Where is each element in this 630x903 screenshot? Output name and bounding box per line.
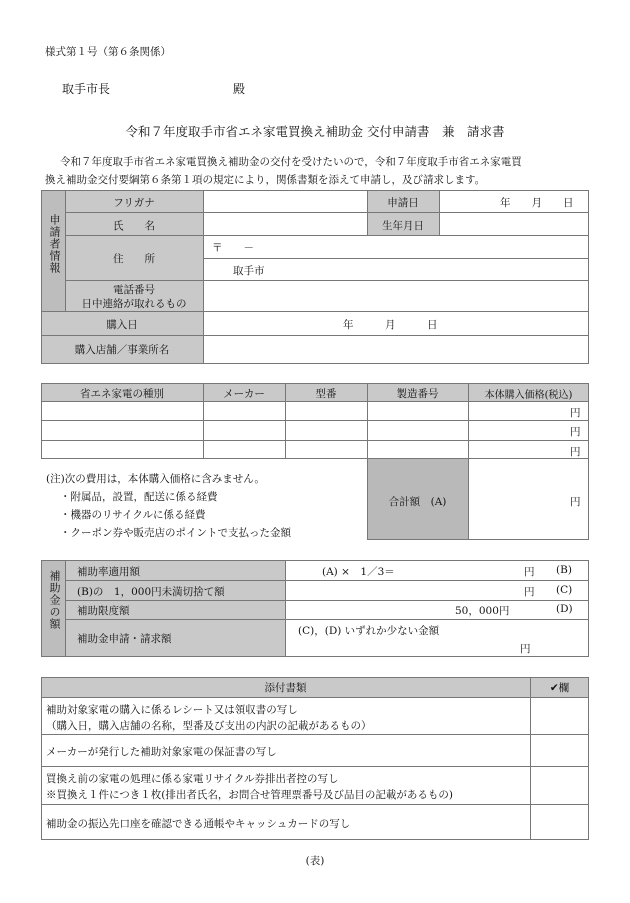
- col-header-maker: メーカー: [223, 388, 265, 400]
- row-limit-label: 補助限度額: [77, 605, 130, 617]
- row-rate-yen: 円: [524, 566, 535, 578]
- intro-line-2: 換え補助金交付要綱第６条第１項の規定により，関係書類を添えて申請し，及び請求します。: [45, 174, 486, 186]
- note-item-2: ・機器のリサイクルに係る経費: [60, 509, 206, 521]
- row-limit-tag: (D): [556, 603, 573, 615]
- row-rate-label: 補助率適用額: [77, 566, 140, 578]
- check-box-1[interactable]: [531, 698, 588, 733]
- applicant-section-label: 申請者情報: [48, 214, 61, 274]
- row-rounded-tag: (C): [556, 584, 573, 596]
- col-header-serial: 製造番号: [396, 388, 439, 400]
- check-box-4[interactable]: [531, 805, 588, 839]
- note-item-3: ・クーポン券や販売店のポイントで支払った金額: [60, 527, 291, 539]
- addressee-name: 取手市長: [62, 82, 111, 96]
- city-field[interactable]: 取手市: [233, 265, 265, 277]
- price-yen-2: 円: [570, 426, 581, 438]
- note-item-1: ・附属品，設置，配送に係る経費: [60, 491, 218, 503]
- attachment-3-line-2: ※買換え１件につき１枚(排出者氏名，お問合せ管理票番号及び品目の記載があるもの): [46, 789, 453, 801]
- label-address: 住 所: [113, 253, 155, 265]
- check-box-2[interactable]: [531, 735, 588, 765]
- intro-line-1: 令和７年度取手市省エネ家電買換え補助金の交付を受けたいので，令和７年度取手市省エネ家電買: [60, 156, 522, 168]
- label-name: 氏 名: [113, 220, 155, 232]
- price-yen-1: 円: [570, 407, 581, 419]
- price-yen-3: 円: [570, 446, 581, 458]
- page-side-label: (表): [305, 855, 325, 867]
- addressee-honorific: 殿: [233, 82, 246, 96]
- apply-date-field[interactable]: 年 月 日: [500, 197, 574, 209]
- label-phone: 電話番号: [113, 284, 155, 296]
- note-heading: (注)次の費用は，本体購入価格に含みません。: [46, 473, 265, 485]
- postal-code-field[interactable]: 〒 －: [212, 242, 254, 254]
- row-request-note: (C)，(D) いずれか少ない金額: [298, 625, 440, 637]
- label-store: 購入店舗／事業所名: [74, 344, 170, 356]
- label-apply-date: 申請日: [387, 197, 419, 209]
- label-birth-date: 生年月日: [382, 220, 424, 232]
- page-title: 令和７年度取手市省エネ家電買換え補助金 交付申請書 兼 請求書: [125, 124, 505, 139]
- attachment-1-line-2: （購入日，購入店舗の名称，型番及び支出の内訳の記載があるもの）: [46, 720, 372, 732]
- form-number: 様式第１号（第６条関係）: [45, 46, 171, 58]
- attachments-header: 添付書類: [264, 682, 307, 694]
- total-yen: 円: [570, 496, 581, 508]
- total-label: 合計額 (A): [388, 496, 447, 508]
- row-request-yen: 円: [520, 643, 531, 655]
- label-purchase-date: 購入日: [106, 319, 138, 331]
- col-header-type: 省エネ家電の種別: [80, 388, 164, 400]
- purchase-date-field[interactable]: 年 月 日: [343, 319, 438, 331]
- row-rounded-yen: 円: [524, 586, 535, 598]
- label-furigana: フリガナ: [113, 197, 155, 209]
- subsidy-section-label: 補助金の額: [48, 570, 61, 630]
- row-rate-tag: (B): [556, 564, 572, 576]
- attachment-2-line-1: メーカーが発行した補助対象家電の保証書の写し: [46, 746, 277, 758]
- row-rate-formula: (A) × 1／3＝: [322, 566, 395, 578]
- label-phone-note: 日中連絡が取れるもの: [81, 298, 187, 310]
- attachment-3-line-1: 買換え前の家電の処理に係る家電リサイクル券排出者控の写し: [46, 773, 339, 785]
- row-rounded-label: (B)の 1，000円未満切捨て額: [77, 586, 225, 598]
- col-header-price: 本体購入価格(税込): [484, 390, 573, 401]
- row-limit-amount: 50，000円: [455, 605, 510, 617]
- check-column-header: ✔欄: [549, 682, 570, 694]
- attachment-1-line-1: 補助対象家電の購入に係るレシート又は領収書の写し: [46, 704, 298, 716]
- col-header-model: 型番: [315, 388, 337, 400]
- attachment-4-line-1: 補助金の振込先口座を確認できる通帳やキャッシュカードの写し: [46, 818, 351, 830]
- row-request-label: 補助金申請・請求額: [77, 633, 172, 645]
- check-box-3[interactable]: [531, 767, 588, 803]
